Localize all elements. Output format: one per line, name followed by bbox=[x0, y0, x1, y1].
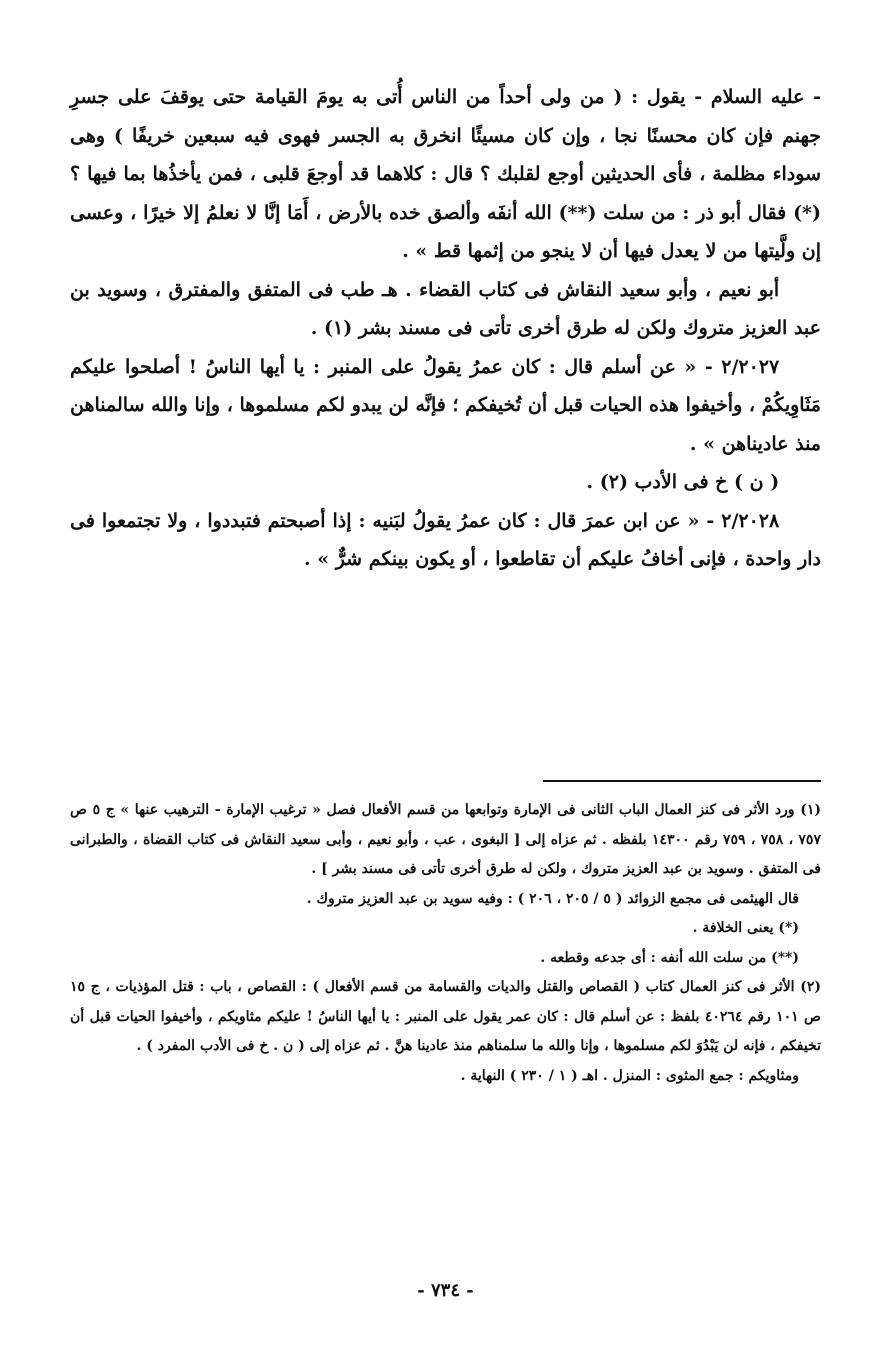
footnote-divider bbox=[543, 780, 821, 782]
paragraph-hadith-continuation: - عليه السلام - يقول : ( من ولى أحداً من الناس أُتى به يومَ القيامة حتى يوقفَ على جسرِ جهنم فإن كان محسنًا نجا ، وإن كان مسيئًا انخرق به الجسر فهوى فيه سبعين خريفًا ) وهى سوداء مظلمة ، فأى الحديثين أوجع لقلبك ؟ قال : كلاهما قد أوجعَ قلبى ، فمن يأخذُها بما فيها ؟ (*) فقال أبو ذر : من سلت (**) الله أنفَه وألصق خده بالأرض ، أَمَا إنَّا لا نعلمُ إلا خيرًا ، وعسى إن ولَّيتها من لا يعدل فيها أن لا ينجو من إثمها قط » . bbox=[70, 86, 821, 262]
paragraph-source-note: أبو نعيم ، وأبو سعيد النقاش فى كتاب القضاء . هـ طب فى المتفق والمفترق ، وسويد بن عبد العزيز متروك ولكن له طرق أخرى تأتى فى مسند بشر (١) . bbox=[70, 278, 821, 339]
footnote-1: (١) ورد الأثر فى كنز العمال الباب الثانى فى الإمارة وتوابعها من قسم الأفعال فصل « ترغيب الإمارة - الترهيب عنها » ج ٥ ص ٧٥٧ ، ٧٥٨ ، ٧٥٩ رقم ١٤٣٠٠ بلفظه . ثم عزاه إلى [ البغوى ، عب ، وأبو نعيم ، وأبى سعيد النقاش فى كتاب القضاة ، والطبرانى فى المتفق . وسويد بن عبد العزيز متروك ، ولكن له طرق أخرى تأتى فى مسند بشر ] . bbox=[70, 802, 821, 877]
page-number: - ٧٣٤ - bbox=[417, 1280, 474, 1301]
footnote-2-definition: ومثاويكم : جمع المثوى : المنزل . اهـ ( ١ / ٢٣٠ ) النهاية . bbox=[460, 1067, 799, 1084]
paragraph-athar-2028: ٢/٢٠٢٨ - « عن ابن عمرَ قال : كان عمرُ يقولُ لبَنيه : إذا أصبحتم فتبددوا ، ولا تجتمعوا فى دار واحدة ، فإنى أخافُ عليكم أن تقاطعوا ، أو يكون بينكم شرٌّ » . bbox=[70, 509, 821, 570]
footnote-1-haythami: قال الهيثمى فى مجمع الزوائد ( ٥ / ٢٠٥ ، ٢٠٦ ) : وفيه سويد بن عبد العزيز متروك . bbox=[306, 890, 799, 907]
footnote-double-star: (**) من سلت الله أنفه : أى جدعه وقطعه . bbox=[540, 949, 799, 966]
footnotes bbox=[70, 796, 821, 1091]
footnote-star: (*) يعنى الخلافة . bbox=[692, 920, 799, 936]
paragraph-athar-2027: ٢/٢٠٢٧ - « عن أسلم قال : كان عمرُ يقولُ على المنبر : يا أيها الناسُ ! أصلحوا عليكم مَثَاوِيكُمْ ، وأخيفوا هذه الحيات قبل أن تُخيفكم ؛ فإنَّه لن يبدو لكم مسلموها ، وإنا والله سالمناهن منذ عاديناهن » . bbox=[70, 355, 821, 455]
paragraph-source-2027: ( ن ) خ فى الأدب (٢) . bbox=[586, 471, 780, 493]
footnote-2: (٢) الأثر فى كنز العمال كتاب ( القصاص والقتل والديات والقسامة من قسم الأفعال ) : القصاص ، باب : قتل المؤذيات ، ج ١٥ ص ١٠١ رقم ٤٠٢٦٤ بلفظ : عن أسلم قال : كان عمر يقول على المنبر : يا أيها الناسُ ! عليكم مثاويكم ، وأخيفوا الحيات قبل أن تخيفكم ، فإنه لن يَبْدُوَ لكم مسلموها ، وإنا والله ما سلمناهم منذ عادينا هنَّ . ثم عزاه إلى ( ن . خ فى الأدب المفرد ) . bbox=[70, 979, 821, 1054]
main-text bbox=[70, 78, 821, 579]
